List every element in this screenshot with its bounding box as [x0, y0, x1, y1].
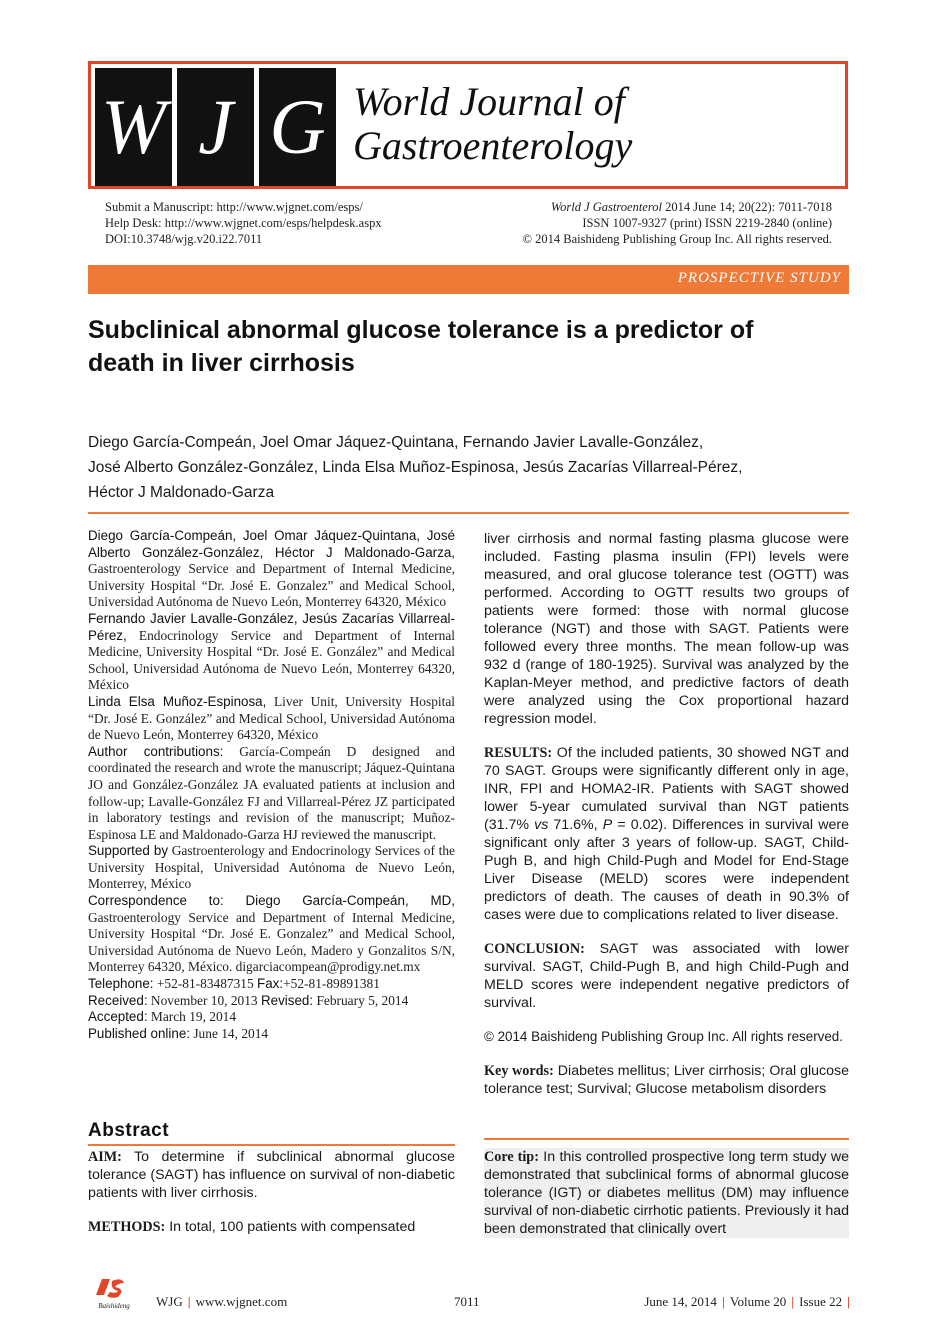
- journal-name: [353, 80, 632, 168]
- abstract-heading: Abstract: [88, 1120, 170, 1141]
- footer-left: WJG | www.wjgnet.com: [156, 1294, 288, 1309]
- authors-line-2: José Alberto González-González, Linda Elsa Muñoz-Espinosa, Jesús Zacarías Villarreal-Pérez,: [88, 459, 743, 476]
- fax-label: Fax:: [257, 976, 284, 992]
- correspondence-label: Correspondence to: Diego García-Compeán, MD,: [88, 893, 455, 909]
- journal-name-line1: World Journal of: [353, 79, 625, 124]
- publisher-logo: [88, 1277, 140, 1311]
- key-words: [484, 1062, 849, 1098]
- core-tip-text: In this controlled prospective long term study we demonstrated that subclinical forms of abnormal glucose tolerance (IGT) or diabetes mellitus (DM) may influence survival of non-diabetic cirrhotic patients. Previously it had been demonstrated that clinically overt: [484, 1149, 849, 1237]
- author-list: [88, 430, 848, 505]
- affiliation-3-text: Liver Unit, University Hospital “Dr. José E. González” and Medical School, Universidad Autónoma de Nuevo León, Monterrey 64320, México: [88, 693, 455, 743]
- accepted-value: March 19, 2014: [147, 1009, 237, 1025]
- footer-date: June 14, 2014: [644, 1294, 717, 1309]
- abstract-aim: [88, 1148, 455, 1202]
- journal-name-line2: Gastroenterology: [353, 123, 633, 168]
- affiliation-2-names: Fernando Javier Lavalle-González, Jesús Zacarías Villarreal-Pérez,: [88, 610, 455, 643]
- core-tip-divider: [484, 1138, 849, 1140]
- citation-info: [523, 199, 832, 247]
- supported-by-label: Supported by: [88, 843, 169, 859]
- logo-letter-w: W: [95, 68, 172, 186]
- copyright-notice: © 2014 Baishideng Publishing Group Inc. All rights reserved.: [522, 232, 832, 246]
- results-p: P: [602, 817, 613, 833]
- published-value: June 14, 2014: [190, 1025, 269, 1041]
- section-divider: [88, 512, 849, 514]
- core-tip-label: Core tip:: [484, 1149, 539, 1165]
- authors-line-3: Héctor J Maldonado-Garza: [88, 484, 275, 501]
- authors-line-1: Diego García-Compeán, Joel Omar Jáquez-Quintana, Fernando Javier Lavalle-González,: [88, 434, 704, 451]
- study-type-label: PROSPECTIVE STUDY: [677, 270, 841, 286]
- results-text-a: Of the included patients, 30 showed NGT and 70 SAGT. Groups were significantly different only in age, INR, FPI and HOMA2-IR. Patients with SAGT showed lower 5-year cumulated survival than NGT patients (31.7%: [484, 745, 849, 833]
- abstract-copyright: © 2014 Baishideng Publishing Group Inc. All rights reserved.: [484, 1029, 843, 1044]
- submission-info: [105, 199, 382, 247]
- footer-issue: Issue 22: [799, 1294, 843, 1309]
- correspondence: [88, 893, 455, 976]
- affiliation-2: [88, 611, 455, 694]
- affiliation-3: [88, 694, 455, 744]
- helpdesk-link[interactable]: Help Desk: http://www.wjgnet.com/esps/helpdesk.aspx: [105, 216, 382, 230]
- footer-journal-abbr: WJG: [156, 1294, 183, 1309]
- title-line-1: Subclinical abnormal glucose tolerance is a predictor of: [88, 316, 754, 344]
- issn: ISSN 1007-9327 (print) ISSN 2219-2840 (online): [582, 216, 832, 230]
- published-online: [88, 1026, 455, 1043]
- affiliation-2-text: Endocrinology Service and Department of Internal Medicine, University Hospital “Dr. José E. González” and Medical School, Universidad Autónoma de Nuevo León, Monterrey 64320, México: [88, 627, 455, 693]
- affiliation-1-names: Diego García-Compeán, Joel Omar Jáquez-Quintana, José Alberto González-González, Héctor J Maldonado-Garza,: [88, 528, 455, 560]
- affiliation-1-text: Gastroenterology Service and Department of Internal Medicine, University Hospital “Dr. José E. Gonzalez” and Medical School, Universidad Autónoma de Nuevo León, Monterrey 64320, México: [88, 561, 455, 610]
- conclusion-text: SAGT was associated with lower survival. SAGT, Child-Pugh B, and high Child-Pugh and MELD scores were independent negative predictors of survival.: [484, 941, 849, 1011]
- affiliation-1: [88, 528, 455, 611]
- footer-right: June 14, 2014 | Volume 20 | Issue 22 |: [644, 1294, 850, 1309]
- aim-label: AIM:: [88, 1149, 122, 1165]
- abstract-methods-continued: liver cirrhosis and normal fasting plasma glucose were included. Fasting plasma insulin (FPI) levels were measured, and oral glucose tolerance test (OGTT) was performed. According to OGTT results two groups of patients were formed: those with normal glucose tolerance (NGT) and those with SAGT. Patients were followed every three months. The mean follow-up was 932 d (range of 180-1925). Survival was analyzed by the Kaplan-Meyer method, and predictive factors of death were analyzed using the Cox proportional hazard regression model.: [484, 531, 849, 727]
- abstract-left-part: [88, 1148, 455, 1252]
- page-number: 7011: [454, 1294, 480, 1309]
- telephone-label: Telephone:: [88, 976, 154, 992]
- correspondence-text: Gastroenterology Service and Department of Internal Medicine, University Hospital “Dr. José E. Gonzalez” and Medical School, Universidad Autónoma de Nuevo León, Madero y Gonzalitos S/N, Monterrey 64320, México. digarciacompean@prodigy.net.mx: [88, 909, 455, 975]
- methods-label: METHODS:: [88, 1219, 166, 1235]
- supported-by: [88, 843, 455, 893]
- citation-details: 2014 June 14; 20(22): 7011-7018: [665, 200, 832, 214]
- received-value: November 10, 2013: [147, 992, 261, 1008]
- article-title: [88, 314, 828, 380]
- submit-link[interactable]: Submit a Manuscript: http://www.wjgnet.com/esps/: [105, 200, 363, 214]
- author-contributions-text: García-Compeán D designed and coordinated the research and wrote the manuscript; Jáquez-Quintana JO and González-González JA evaluated patients at inclusion and follow-up; Lavalle-González FJ and Villarreal-Pérez JZ participated in laboratory testings and revision of the manuscript; Muñoz-Espinosa LE and Maldonado-Garza HJ reviewed the manuscript.: [88, 743, 455, 842]
- accepted-label: Accepted:: [88, 1009, 148, 1025]
- revised-value: February 5, 2014: [313, 992, 409, 1008]
- telephone-value: +52-81-83487315: [153, 976, 258, 992]
- doi[interactable]: DOI:10.3748/wjg.v20.i22.7011: [105, 232, 263, 246]
- results-text-b: 71.6%,: [548, 817, 603, 833]
- affiliations-column: [88, 528, 455, 1042]
- received-revised: [88, 993, 455, 1010]
- author-contributions-label: Author contributions:: [88, 743, 224, 759]
- keywords-label: Key words:: [484, 1063, 554, 1079]
- publisher-logo-text: Baishideng: [98, 1302, 130, 1310]
- affiliation-3-names: Linda Elsa Muñoz-Espinosa,: [88, 693, 267, 709]
- abstract-conclusion: [484, 940, 849, 1012]
- published-label: Published online:: [88, 1025, 190, 1041]
- abstract-divider: [88, 1144, 455, 1146]
- abstract-methods-start: [88, 1218, 455, 1236]
- author-contributions: [88, 744, 455, 844]
- footer-volume: Volume 20: [729, 1294, 787, 1309]
- title-line-2: death in liver cirrhosis: [88, 349, 355, 377]
- logo-letter-j: J: [177, 68, 254, 186]
- footer-website[interactable]: www.wjgnet.com: [195, 1294, 288, 1309]
- abstract-right-column: [484, 530, 849, 1114]
- contact-numbers: [88, 976, 455, 993]
- results-label: RESULTS:: [484, 745, 553, 761]
- abstract-results: [484, 744, 849, 924]
- journal-masthead: [88, 61, 848, 189]
- conclusion-label: CONCLUSION:: [484, 941, 585, 957]
- aim-text: To determine if subclinical abnormal glucose tolerance (SAGT) has influence on survival of non-diabetic patients with liver cirrhosis.: [88, 1149, 455, 1201]
- logo-letter-g: G: [259, 68, 336, 186]
- results-text-c: = 0.02). Differences in survival were significant only after 3 years of follow-up. SAGT, Child-Pugh B, and high Child-Pugh and Model for End-Stage Liver Disease (MELD) scores were independent predictors of death. The causes of death in 90.3% of cases were due to complications related to liver disease.: [484, 817, 849, 923]
- received-label: Received:: [88, 992, 148, 1008]
- keywords-text: Diabetes mellitus; Liver cirrhosis; Oral glucose tolerance test; Survival; Glucose metabolism disorders: [484, 1063, 850, 1097]
- study-type-bar: [88, 265, 849, 294]
- revised-label: Revised:: [260, 992, 314, 1008]
- core-tip: [484, 1148, 849, 1238]
- methods-text-start: In total, 100 patients with compensated: [165, 1219, 416, 1235]
- results-vs: vs: [534, 817, 549, 833]
- supported-by-text: Gastroenterology and Endocrinology Services of the University Hospital, Universidad Autónoma de Nuevo León, Monterrey, México: [88, 843, 455, 892]
- accepted: [88, 1009, 455, 1026]
- citation-journal: World J Gastroenterol: [550, 200, 662, 214]
- fax-value: +52-81-89891381: [283, 976, 380, 992]
- citation: [523, 199, 832, 215]
